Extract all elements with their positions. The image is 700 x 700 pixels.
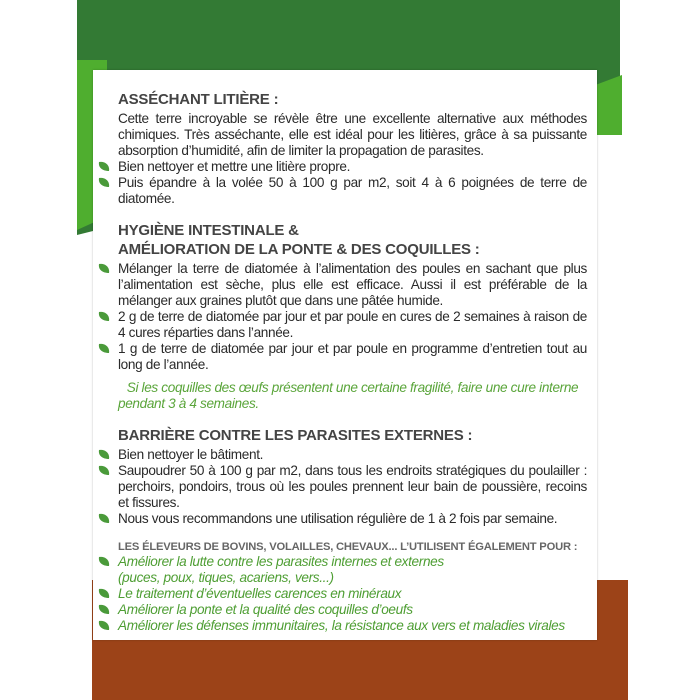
list-item: Mélanger la terre de diatomée à l’alimentation des poules en sachant que plus l’alimentation est sèche, plus elle est efficace. Aussi il est préférable de la mélanger aux graines plutôt que dans une pâtée humide. — [118, 261, 587, 309]
section-title: ASSÉCHANT LITIÈRE : — [118, 91, 279, 108]
leaf-icon — [98, 588, 110, 599]
leaf-icon — [98, 556, 110, 567]
leaf-icon — [98, 177, 110, 188]
list-item: Bien nettoyer et mettre une litière propre. — [118, 159, 587, 175]
list-item: Bien nettoyer le bâtiment. — [118, 447, 587, 463]
section-intro: Cette terre incroyable se révèle être une excellente alternative aux méthodes chimiques. Très asséchante, elle est idéal pour les litières, grâce à sa puissante absorption d’humidité, afin de limiter la propagation de parasites. — [118, 111, 587, 158]
leaf-icon — [98, 343, 110, 354]
section-litiere — [118, 90, 587, 207]
list-item: Nous vous recommandons une utilisation régulière de 1 à 2 fois par semaine. — [118, 511, 587, 527]
section-also — [118, 540, 587, 634]
card-content — [118, 90, 587, 634]
list-item: Améliorer la ponte et la qualité des coquilles d’oeufs — [118, 602, 587, 618]
leaf-icon — [98, 161, 110, 172]
list-item-continuation: (puces, poux, tiques, acariens, vers...) — [118, 570, 334, 585]
leaf-icon — [98, 449, 110, 460]
section-title: BARRIÈRE CONTRE LES PARASITES EXTERNES : — [118, 427, 473, 444]
list-item: Améliorer la lutte contre les parasites internes et externes — [118, 554, 587, 570]
leaf-icon — [98, 620, 110, 631]
list-item: Le traitement d’éventuelles carences en minéraux — [118, 586, 587, 602]
list-item: Puis épandre à la volée 50 à 100 g par m2, soit 4 à 6 poignées de terre de diatomée. — [118, 175, 587, 207]
info-card — [93, 70, 597, 640]
leaf-icon — [98, 513, 110, 524]
also-title: LES ÉLEVEURS DE BOVINS, VOLAILLES, CHEVAUX... L’UTILISENT ÉGALEMENT POUR : — [118, 541, 578, 553]
leaf-icon — [98, 263, 110, 274]
list-item: 2 g de terre de diatomée par jour et par poule en cures de 2 semaines à raison de 4 cures réparties dans l’année. — [118, 309, 587, 341]
section-title-line2: AMÉLIORATION DE LA PONTE & DES COQUILLES : — [118, 241, 480, 258]
list-item: 1 g de terre de diatomée par jour et par poule en programme d’entretien tout au long de l’année. — [118, 341, 587, 373]
leaf-icon — [98, 465, 110, 476]
list-item: Améliorer les défenses immunitaires, la résistance aux vers et maladies virales — [118, 618, 587, 634]
list-item: Saupoudrer 50 à 100 g par m2, dans tous les endroits stratégiques du poulailler : perchoirs, pondoirs, trous où les poules prennent leur bain de poussière, recoins et fissures. — [118, 463, 587, 511]
section-hygiene — [118, 221, 587, 412]
highlight-note: Si les coquilles des œufs présentent une certaine fragilité, faire une cure interne pendant 3 à 4 semaines. — [118, 380, 579, 411]
section-barriere — [118, 426, 587, 527]
leaf-icon — [98, 311, 110, 322]
section-title-line1: HYGIÈNE INTESTINALE & — [118, 222, 299, 239]
leaf-icon — [98, 604, 110, 615]
